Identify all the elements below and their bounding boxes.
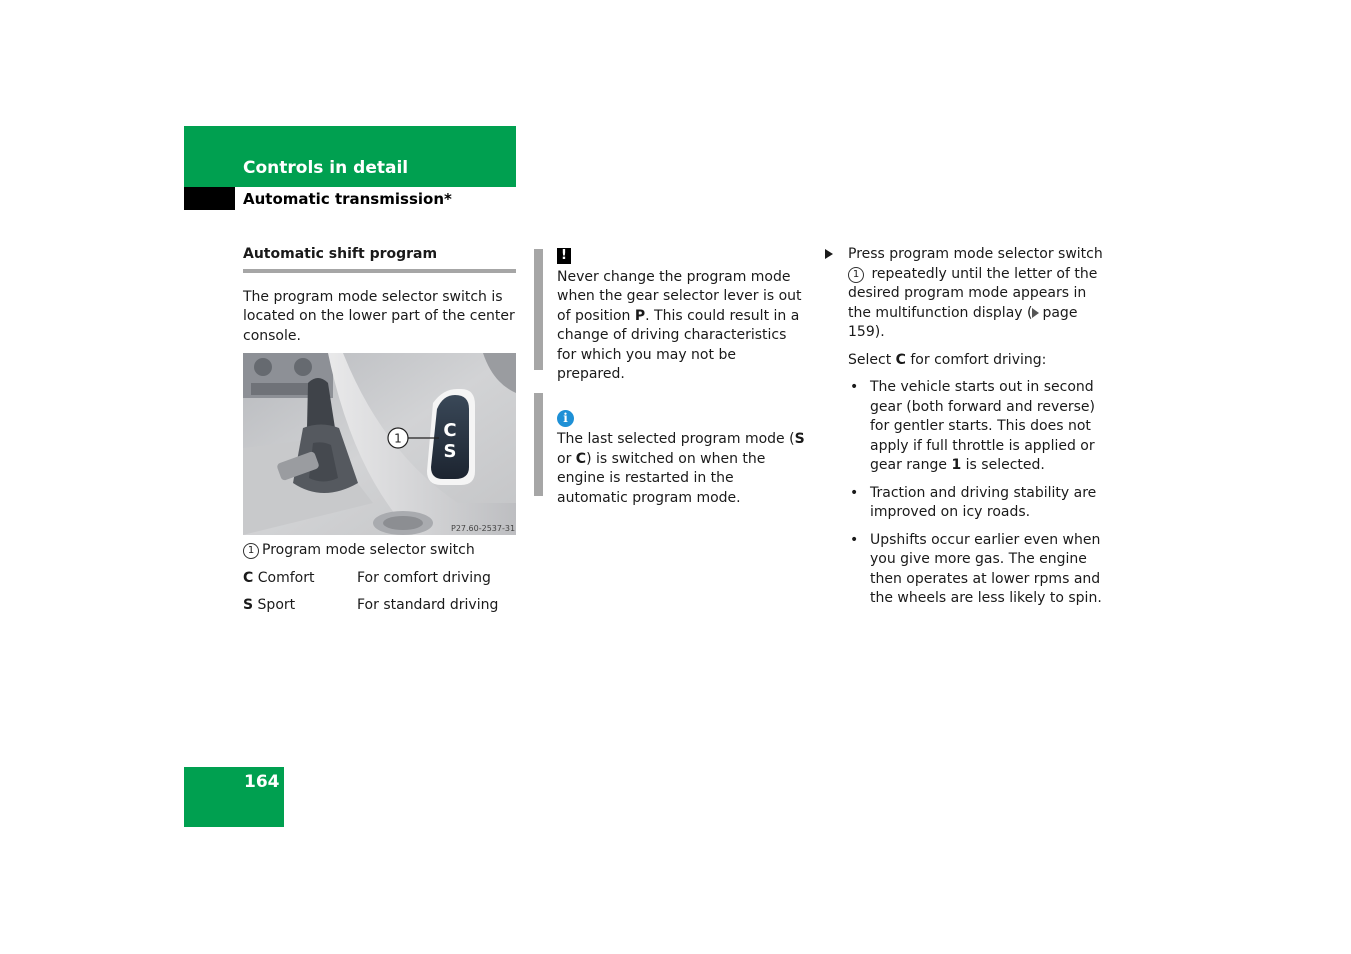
info-note xyxy=(557,409,807,509)
bullet-dot-icon: • xyxy=(850,379,859,395)
bullet-item: • Traction and driving stability are improved on icy roads. xyxy=(850,484,1097,520)
left-column xyxy=(243,245,516,616)
warning-text: Never change the program mode when the gear selector lever is out of position P. This could result in a change of driving characteristics for which you may not be prepared. xyxy=(557,268,802,382)
switch-letter-top: C xyxy=(443,420,457,441)
middle-column xyxy=(557,245,807,508)
caption-text: Program mode selector switch xyxy=(262,542,475,558)
chapter-title: Controls in detail xyxy=(243,158,409,178)
page-reference: page 159 xyxy=(848,304,1078,340)
instruction-step: Press program mode selector switch 1 repeatedly until the letter of the desired program mode appears in the multifunction display ( page 159). xyxy=(825,245,1105,343)
bullet-item: • The vehicle starts out in second gear (both forward and reverse) for gentler starts. This does not apply if full throttle is applied or gear range 1 is selected. xyxy=(850,379,1096,473)
selector-switch-photo xyxy=(243,353,516,535)
mode-desc: For standard driving xyxy=(357,597,499,613)
right-column xyxy=(825,245,1105,609)
bullet-dot-icon: • xyxy=(850,484,859,501)
caption-callout-icon: 1 xyxy=(243,543,259,559)
intro-paragraph: The program mode selector switch is located on the lower part of the center console. xyxy=(243,288,515,344)
section-heading: Automatic shift program xyxy=(243,245,516,273)
mode-row-sport xyxy=(243,596,516,616)
mode-key: S xyxy=(243,597,254,613)
step-callout-icon: 1 xyxy=(848,267,864,283)
warning-icon: ! xyxy=(557,248,571,264)
mode-row-comfort xyxy=(243,569,516,589)
step-arrow-icon xyxy=(825,249,833,259)
mode-key: C xyxy=(243,569,254,586)
figure-caption xyxy=(243,541,516,561)
mode-name: Sport xyxy=(257,597,296,613)
switch-letter-bottom: S xyxy=(443,441,457,462)
bullet-item: • Upshifts occur earlier even when you give more gas. The engine then operates at lower rpms and the wheels are less likely to spin. xyxy=(850,531,1102,606)
info-text: The last selected program mode (S or C) is switched on when the engine is restarted in the automatic program mode. xyxy=(557,431,805,506)
info-bar xyxy=(534,393,543,496)
bullet-dot-icon: • xyxy=(850,531,859,548)
figure-code: P27.60-2537-31 xyxy=(451,524,516,533)
warning-bar xyxy=(534,249,543,370)
section-tab-marker xyxy=(184,187,235,210)
mode-desc: For comfort driving xyxy=(357,569,491,586)
mode-name: Comfort xyxy=(257,569,315,586)
figure-callout-number: 1 xyxy=(394,431,402,446)
section-subtitle: Automatic transmission* xyxy=(243,190,452,208)
select-comfort-line: Select C for comfort driving: xyxy=(848,351,1047,368)
info-icon: i xyxy=(557,410,574,427)
page-number: 164 xyxy=(244,772,280,792)
page-reference-icon xyxy=(1032,308,1039,318)
warning-note xyxy=(557,245,807,385)
